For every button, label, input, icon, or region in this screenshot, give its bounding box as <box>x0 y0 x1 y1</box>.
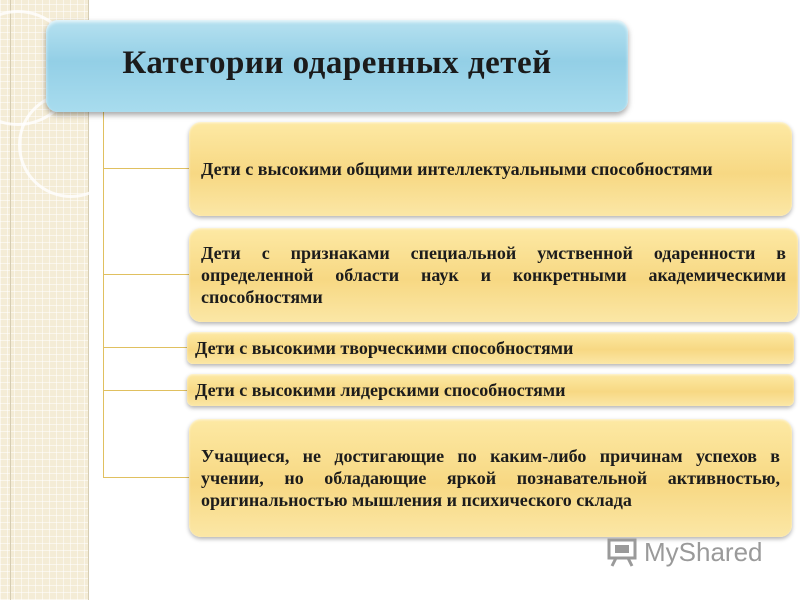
category-box-4 <box>187 374 794 406</box>
category-label-5: Учащиеся, не достигающие по каким-либо причинам успехов в учении, но обладающие яркой познавательной активностью, оригинальностью мышления и психического склада <box>201 446 780 510</box>
category-box-2 <box>189 228 798 322</box>
connector-line <box>103 477 189 478</box>
connector-line <box>103 112 104 477</box>
connector-line <box>103 168 189 169</box>
category-box-5 <box>189 419 792 537</box>
category-label-1: Дети с высокими общими интеллектуальными способностями <box>201 159 713 179</box>
watermark-logo <box>606 536 763 568</box>
diagram-title: Категории одаренных детей <box>122 44 552 81</box>
connector-line <box>103 390 187 391</box>
category-box-1 <box>189 122 792 216</box>
category-box-3 <box>187 332 794 364</box>
presentation-board-icon <box>606 536 638 568</box>
diagram-title-box <box>46 20 628 112</box>
connector-line <box>103 274 189 275</box>
category-label-2: Дети с признаками специальной умственной одаренности в определенной области наук и конкретными академическими способностями <box>201 243 786 307</box>
connector-line <box>103 347 187 348</box>
category-label-3: Дети с высокими творческими способностями <box>195 338 574 358</box>
watermark-text: MyShared <box>644 536 763 567</box>
category-label-4: Дети с высокими лидерскими способностями <box>195 380 566 400</box>
